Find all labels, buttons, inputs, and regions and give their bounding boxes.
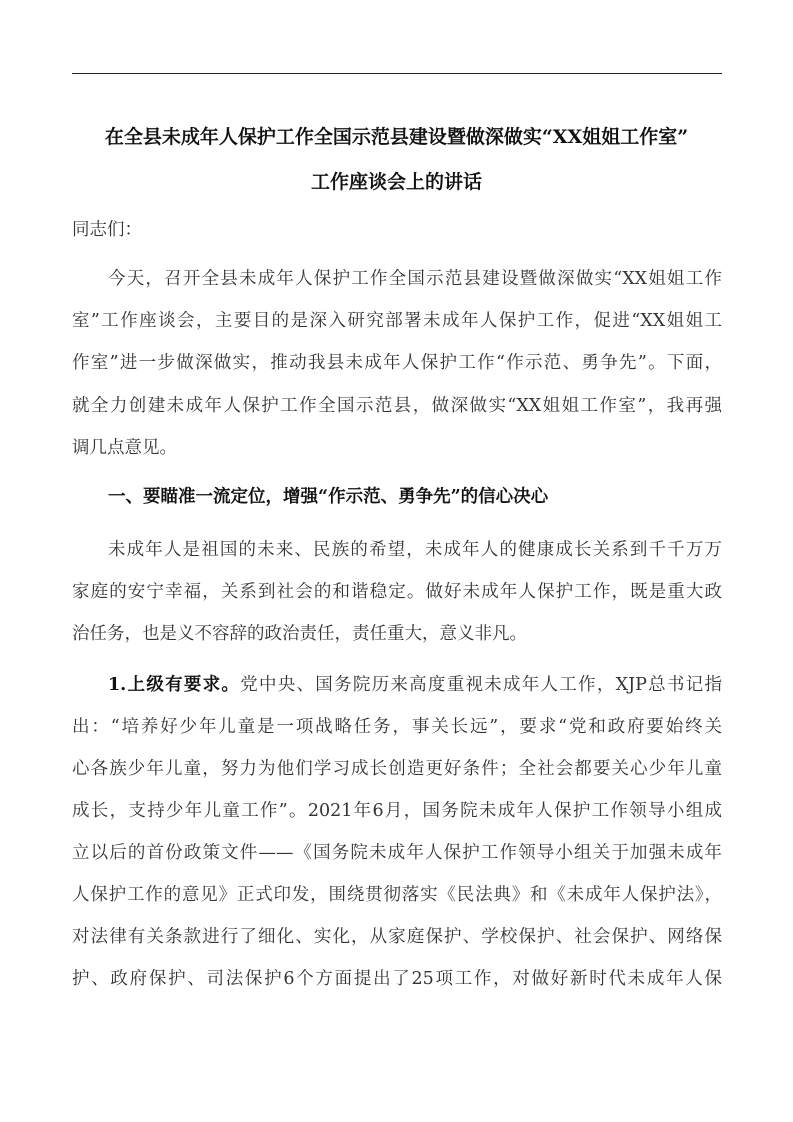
paragraph-line: 对法律有关条款进行了细化、实化，从家庭保护、学校保护、社会保护、网络保 <box>72 927 722 947</box>
paragraph-line: 成长，支持少年儿童工作”。2021年6月，国务院未成年人保护工作领导小组成 <box>72 801 722 821</box>
salutation: 同志们： <box>72 220 142 240</box>
section-heading: 一、要瞄准一流定位，增强“作示范、勇争先”的信心决心 <box>108 487 549 507</box>
paragraph-line: 心各族少年儿童，努力为他们学习成长创造更好条件；全社会都要关心少年儿童 <box>72 759 722 779</box>
paragraph-line: 治任务，也是义不容辞的政治责任，责任重大，意义非凡。 <box>72 624 527 644</box>
paragraph-line: 未成年人是祖国的未来、民族的希望，未成年人的健康成长关系到千千万万 <box>108 540 722 560</box>
paragraph-line: 人保护工作的意见》正式印发，围绕贯彻落实《民法典》和《未成年人保护法》， <box>72 885 722 905</box>
header-rule <box>72 73 722 74</box>
paragraph-line: 立以后的首份政策文件——《国务院未成年人保护工作领导小组关于加强未成年 <box>72 843 722 863</box>
paragraph-line: 室”工作座谈会，主要目的是深入研究部署未成年人保护工作，促进“XX姐姐工 <box>72 311 722 331</box>
paragraph-line: 就全力创建未成年人保护工作全国示范县，做深做实“XX姐姐工作室”，我再强 <box>72 396 722 416</box>
paragraph-line: 作室”进一步做深做实，推动我县未成年人保护工作“作示范、勇争先”。下面， <box>72 353 722 373</box>
subheading-lead: 1.上级有要求。 <box>108 675 241 695</box>
paragraph-text: 党中央、国务院历来高度重视未成年人工作，XJP总书记指 <box>240 675 722 695</box>
paragraph-line: 家庭的安宁幸福，关系到社会的和谐稳定。做好未成年人保护工作，既是重大政 <box>72 582 722 602</box>
document-title-line-1: 在全县未成年人保护工作全国示范县建设暨做深做实“XX姐姐工作室” <box>104 126 689 148</box>
document-title-line-2: 工作座谈会上的讲话 <box>310 171 482 193</box>
paragraph-line <box>108 673 722 697</box>
paragraph-line: 护、政府保护、司法保护6个方面提出了25项工作，对做好新时代未成年人保 <box>72 969 722 989</box>
paragraph-line: 今天，召开全县未成年人保护工作全国示范县建设暨做深做实“XX姐姐工作 <box>108 269 722 289</box>
paragraph-line: 调几点意见。 <box>72 438 177 458</box>
paragraph-line: 出：“培养好少年儿童是一项战略任务，事关长远”，要求“党和政府要始终关 <box>72 717 722 737</box>
